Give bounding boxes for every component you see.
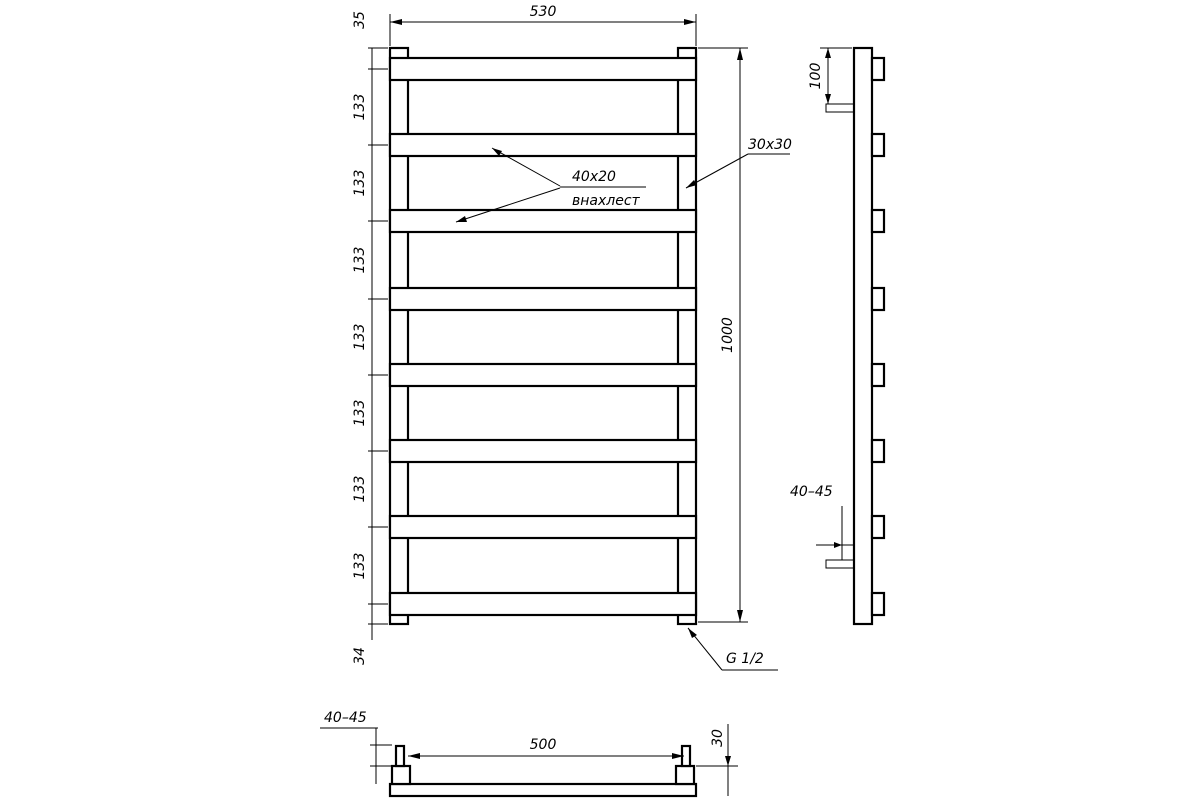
top-view [320,710,738,796]
connection-spacing-label: 500 [529,737,557,753]
rung-3 [390,210,696,232]
side-top-bracket [826,104,854,112]
rung-spacing-4: 133 [352,323,368,351]
side-post [854,48,872,624]
side-bottom-bracket [826,560,854,568]
rung-1 [390,58,696,80]
top-offset-label: 35 [352,11,368,29]
top-post-left [392,766,410,784]
side-view [790,48,884,624]
overall-height-label: 1000 [720,317,736,353]
connection-callout-label: G 1/2 [726,651,764,667]
connection-callout [688,628,778,670]
side-wall-gap-label: 40–45 [790,484,833,500]
rung-5 [390,364,696,386]
rung-7 [390,516,696,538]
rungs [390,58,696,615]
rung-spacing-5: 133 [352,399,368,427]
dim-left-chain [352,11,388,665]
rung-spacing-1: 133 [352,93,368,121]
rung-spacing-2: 133 [352,169,368,197]
overall-width-label: 530 [529,4,557,20]
rung-4 [390,288,696,310]
post-callout [686,137,792,188]
top-wall-gap-label: 40–45 [324,710,367,726]
rung-callout-size: 40x20 [572,169,616,185]
dim-top-wall-gap [320,710,392,784]
rung-8 [390,593,696,615]
top-connector-left [396,746,404,766]
front-view [352,4,792,670]
rung-spacing-6: 133 [352,475,368,503]
dim-overall-width [390,4,696,46]
top-post-right [676,766,694,784]
rung-spacing-3: 133 [352,246,368,274]
post-callout-label: 30x30 [748,137,792,153]
dim-side-wall-gap [790,484,854,560]
top-bracket-label: 100 [808,62,824,90]
top-rung [390,784,696,796]
rung-6 [390,440,696,462]
dim-connection-spacing [408,737,684,759]
rung-spacing-7: 133 [352,552,368,580]
dim-depth [696,724,738,796]
rung-callout-note: внахлест [572,193,640,209]
dim-top-bracket [808,48,852,104]
dim-overall-height [698,48,748,622]
rung-2 [390,134,696,156]
side-rung-ends [872,58,884,615]
bottom-offset-label: 34 [352,647,368,665]
depth-label: 30 [710,729,726,747]
